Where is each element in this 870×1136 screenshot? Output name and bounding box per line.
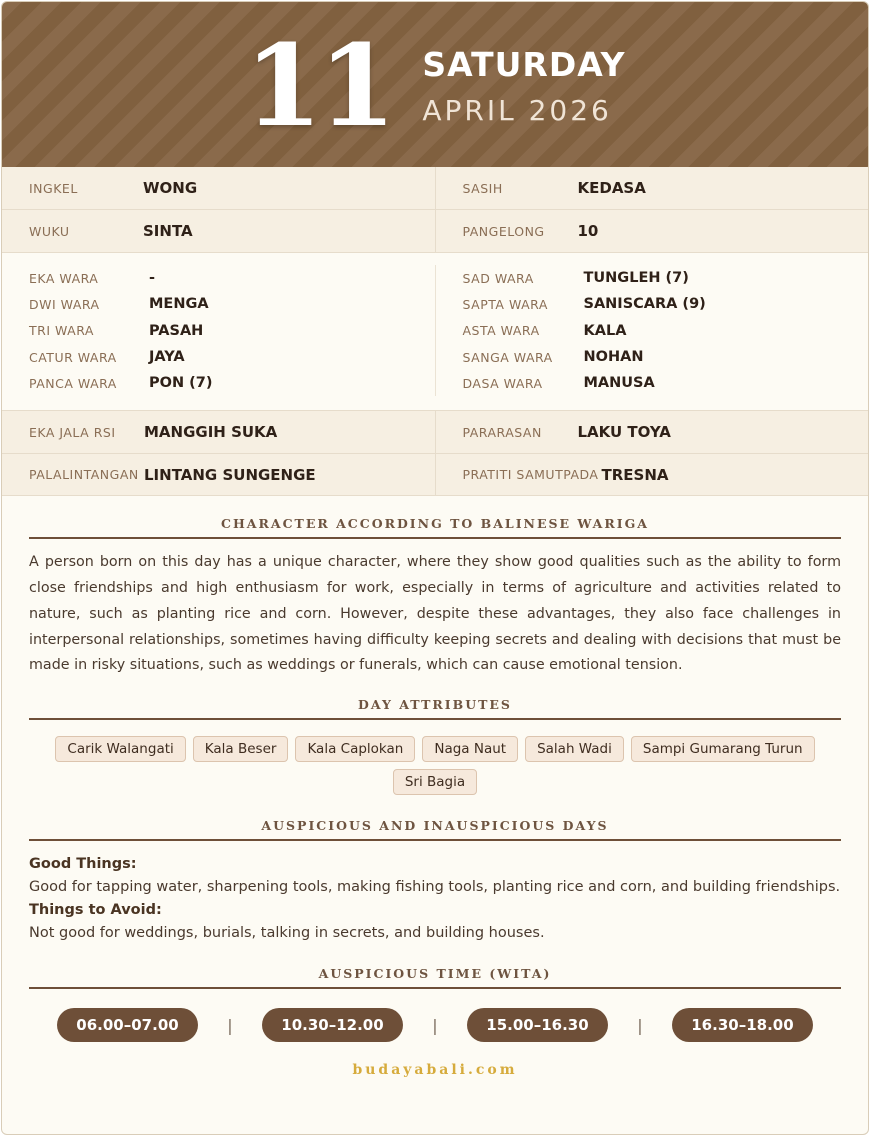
info-cell-ingkel — [2, 167, 435, 209]
info-row-palalintangan-pratiti — [2, 454, 868, 496]
info-cell-wuku — [2, 210, 435, 252]
info-value: WONG — [143, 179, 198, 197]
day-number: 11 — [244, 20, 393, 152]
attribute-tag: Naga Naut — [422, 736, 518, 762]
attribute-tags — [2, 736, 868, 795]
wara-value: TUNGLEH (7) — [583, 270, 689, 287]
info-label: PARARASAN — [462, 424, 542, 440]
info-value: LAKU TOYA — [577, 423, 671, 442]
wara-column-right — [435, 265, 869, 396]
auspicious-title: AUSPICIOUS AND INAUSPICIOUS DAYS — [261, 818, 609, 833]
info-value: SINTA — [143, 222, 193, 240]
date-text — [422, 45, 625, 127]
time-separator: | — [227, 1015, 233, 1035]
info-label: SASIH — [462, 180, 503, 196]
attribute-tag: Sampi Gumarang Turun — [631, 736, 815, 762]
good-things-label: Good Things: — [29, 856, 137, 872]
wara-row — [2, 291, 435, 317]
date-header — [2, 2, 868, 167]
weekday: SATURDAY — [422, 44, 626, 84]
attribute-tag: Kala Beser — [193, 736, 289, 762]
time-slot: 10.30–12.00 — [262, 1008, 403, 1042]
wara-row — [2, 265, 435, 291]
info-cell-eka-jala-rsi — [2, 411, 435, 453]
time-separator: | — [432, 1015, 438, 1035]
time-separator: | — [637, 1015, 643, 1035]
calendar-card — [1, 1, 869, 1135]
wara-label: EKA WARA — [29, 270, 99, 286]
attributes-title: DAY ATTRIBUTES — [358, 697, 512, 712]
info-cell-pangelong — [435, 210, 869, 252]
info-value: LINTANG SUNGENGE — [144, 465, 316, 484]
character-title: CHARACTER ACCORDING TO BALINESE WARIGA — [221, 516, 649, 532]
wara-row — [436, 318, 869, 344]
wara-value: SANISCARA (9) — [583, 296, 706, 313]
wara-column-left — [2, 265, 435, 396]
wara-value: NOHAN — [583, 349, 644, 366]
month-year: APRIL 2026 — [422, 93, 612, 127]
info-label: INGKEL — [29, 180, 78, 196]
info-label: PRATITI SAMUTPADA — [462, 467, 599, 483]
good-things-text: Good for tapping water, sharpening tools, making fishing tools, planting rice and corn, and building friendships. — [29, 879, 841, 895]
info-row-ingkel-sasih — [2, 167, 868, 210]
info-value: MANGGIH SUKA — [144, 423, 278, 442]
things-to-avoid-text: Not good for weddings, burials, talking in secrets, and building houses. — [29, 925, 545, 941]
attribute-tag: Kala Caplokan — [295, 736, 415, 762]
auspicious-time-title: AUSPICIOUS TIME (WITA) — [318, 966, 552, 981]
wara-label: PANCA WARA — [29, 375, 117, 391]
wara-row — [436, 370, 869, 396]
time-slots — [2, 1008, 868, 1042]
wara-value: MANUSA — [583, 375, 655, 392]
wara-row — [436, 291, 869, 317]
attribute-tag: Salah Wadi — [525, 736, 624, 762]
wara-row — [2, 370, 435, 396]
wara-row — [2, 318, 435, 344]
wara-value: - — [149, 270, 156, 287]
things-to-avoid-label: Things to Avoid: — [29, 902, 162, 918]
wara-row — [436, 265, 869, 291]
info-label: EKA JALA RSI — [29, 424, 116, 440]
wara-label: DWI WARA — [29, 296, 100, 312]
info-cell-pratiti-samutpada — [435, 454, 869, 495]
character-text: A person born on this day has a unique character, where they show good qualities such as the ability to form close friendships and high enthusiasm for work, especially in terms of agriculture and activities related to nature, such as planting rice and corn. However, despite these advantages, they also face challenges in interpersonal relationships, sometimes having difficulty keeping secrets and dealing with decisions that must be made in risky situations, such as weddings or funerals, which can cause emotional tension. — [29, 554, 841, 674]
time-slot: 06.00–07.00 — [57, 1008, 198, 1042]
info-label: PALALINTANGAN — [29, 467, 139, 483]
attribute-tag: Sri Bagia — [393, 769, 477, 795]
wara-value: MENGA — [149, 296, 209, 313]
info-value: 10 — [577, 222, 599, 240]
info-label: PANGELONG — [462, 223, 545, 239]
site-watermark: budayabali.com — [352, 1062, 518, 1078]
wara-row — [2, 344, 435, 370]
wara-label: SAPTA WARA — [462, 296, 548, 312]
wara-label: SANGA WARA — [462, 349, 553, 365]
wara-value: KALA — [583, 322, 627, 339]
wara-label: SAD WARA — [462, 270, 534, 286]
wara-value: PASAH — [149, 322, 204, 339]
attribute-tag: Carik Walangati — [55, 736, 185, 762]
info-cell-pararasan — [435, 411, 869, 453]
info-row-wuku-pangelong — [2, 210, 868, 253]
info-cell-palalintangan — [2, 454, 435, 495]
time-slot: 15.00–16.30 — [467, 1008, 608, 1042]
info-value: TRESNA — [601, 465, 669, 484]
info-cell-sasih — [435, 167, 869, 209]
time-slot: 16.30–18.00 — [672, 1008, 813, 1042]
wara-row — [436, 344, 869, 370]
wara-label: DASA WARA — [462, 375, 543, 391]
info-value: KEDASA — [577, 179, 646, 197]
info-label: WUKU — [29, 223, 70, 239]
wara-label: CATUR WARA — [29, 349, 117, 365]
wara-label: TRI WARA — [29, 323, 94, 339]
wara-table — [2, 253, 868, 411]
wara-value: PON (7) — [149, 375, 213, 392]
wara-value: JAYA — [149, 349, 185, 366]
info-row-jala-pararasan — [2, 411, 868, 454]
wara-label: ASTA WARA — [462, 323, 540, 339]
